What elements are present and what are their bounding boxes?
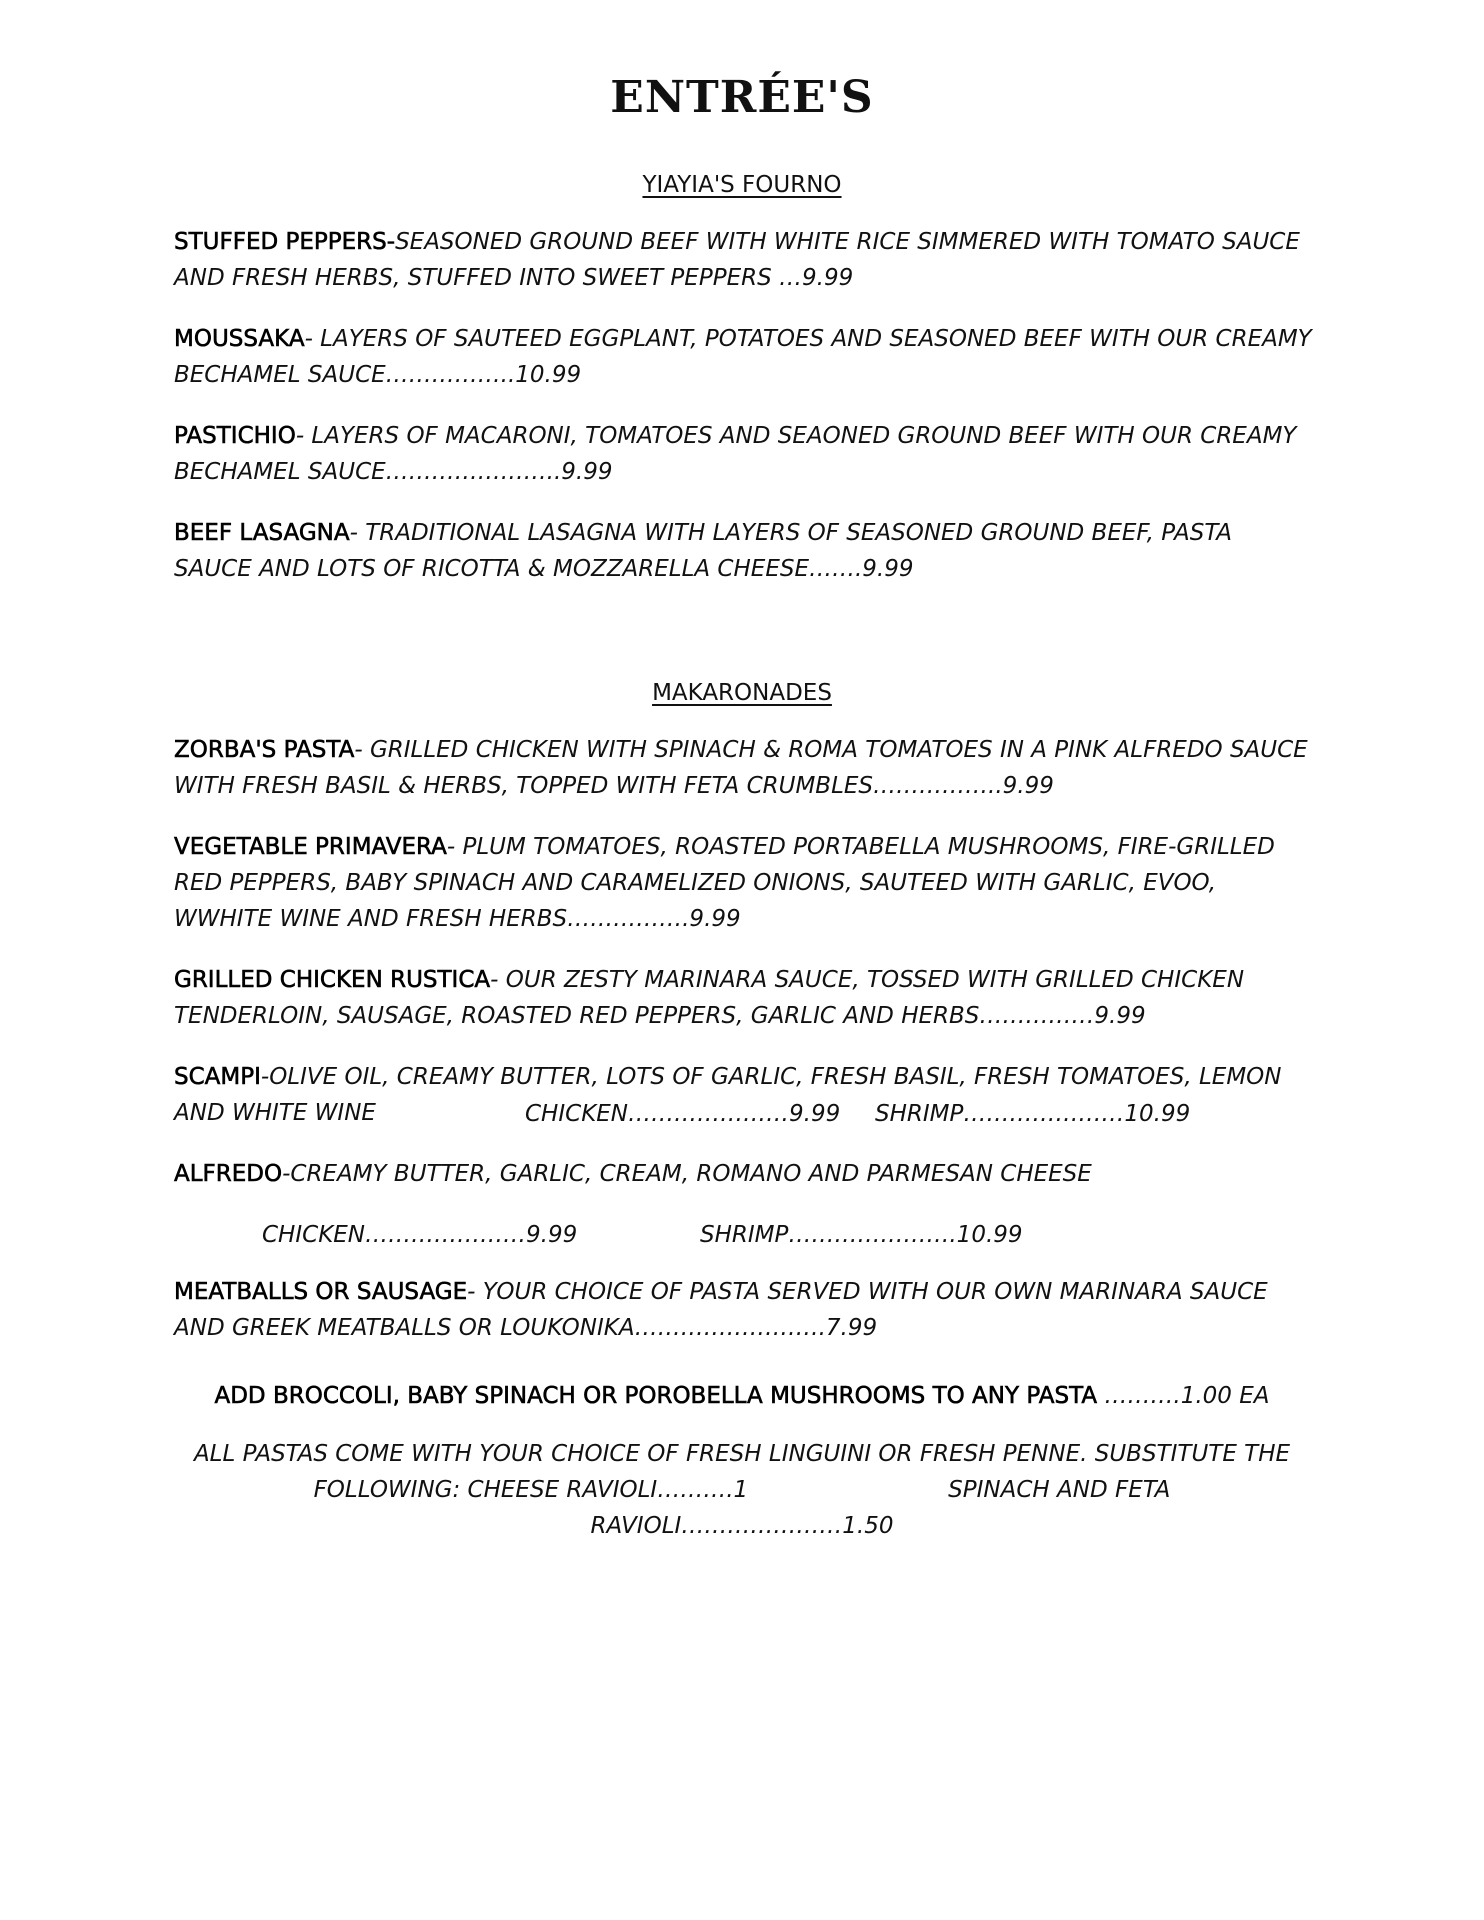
item-name: MEATBALLS OR SAUSAGE — [174, 1279, 468, 1305]
menu-item-pastichio — [174, 418, 1314, 490]
item-description: - GRILLED CHICKEN WITH SPINACH & ROMA TOMATOES IN A PINK ALFREDO SAUCE WITH FRESH BASIL & HERBS, TOPPED WITH FETA CRUMBLES……………..9.99 — [174, 737, 1308, 799]
scampi-shrimp-price: SHRIMP…………………10.99 — [875, 1101, 1191, 1127]
menu-item-beef-lasagna — [174, 515, 1314, 587]
pasta-note-line-2 — [190, 1472, 1294, 1544]
item-description: -OLIVE OIL, CREAMY BUTTER, LOTS OF GARLIC, FRESH BASIL, FRESH TOMATOES, LEMON AND WHITE WINE — [174, 1064, 1282, 1126]
item-name: GRILLED CHICKEN RUSTICA — [174, 967, 491, 993]
item-name: ZORBA'S PASTA — [174, 737, 355, 763]
item-description: - PLUM TOMATOES, ROASTED PORTABELLA MUSHROOMS, FIRE-GRILLED RED PEPPERS, BABY SPINACH AND CARAMELIZED ONIONS, SAUTEED WITH GARLIC, EVOO, WWHITE WINE AND FRESH HERBS…………….9.99 — [174, 834, 1275, 932]
item-description: -CREAMY BUTTER, GARLIC, CREAM, ROMANO AND PARMESAN CHEESE — [282, 1161, 1092, 1187]
item-name: BEEF LASAGNA — [174, 520, 350, 546]
cheese-ravioli-price: FOLLOWING: CHEESE RAVIOLI……….1 — [313, 1477, 749, 1503]
item-name: VEGETABLE PRIMAVERA — [174, 834, 447, 860]
item-description: - TRADITIONAL LASAGNA WITH LAYERS OF SEASONED GROUND BEEF, PASTA SAUCE AND LOTS OF RICOTTA & MOZZARELLA CHEESE…….9.99 — [174, 520, 1233, 582]
pasta-note — [190, 1436, 1294, 1544]
menu-item-grilled-chicken-rustica — [174, 962, 1314, 1034]
alfredo-chicken-price: CHICKEN…………………9.99 — [262, 1222, 578, 1248]
addon-name: ADD BROCCOLI, BABY SPINACH OR POROBELLA MUSHROOMS TO ANY PASTA — [214, 1383, 1098, 1409]
menu-item-zorbas-pasta — [174, 732, 1314, 804]
item-name: ALFREDO — [174, 1161, 283, 1187]
item-description: SEASONED GROUND BEEF WITH WHITE RICE SIMMERED WITH TOMATO SAUCE AND FRESH HERBS, STUFFED INTO SWEET PEPPERS …9.99 — [174, 229, 1300, 291]
item-description: - LAYERS OF MACARONI, TOMATOES AND SEAONED GROUND BEEF WITH OUR CREAMY BECHAMEL SAUCE…………………..9.99 — [174, 423, 1297, 485]
scampi-chicken-price: CHICKEN…………………9.99 — [525, 1101, 841, 1127]
item-description: - LAYERS OF SAUTEED EGGPLANT, POTATOES AND SEASONED BEEF WITH OUR CREAMY BECHAMEL SAUCE……………..10.99 — [174, 326, 1312, 388]
addon-price: ……….1.00 EA — [1104, 1383, 1270, 1409]
addon-line — [0, 1378, 1484, 1414]
item-description: - YOUR CHOICE OF PASTA SERVED WITH OUR OWN MARINARA SAUCE AND GREEK MEATBALLS OR LOUKONIKA…………………….7.99 — [174, 1279, 1268, 1341]
menu-item-stuffed-peppers — [174, 224, 1314, 296]
spinach-feta-ravioli-price: SPINACH AND FETA RAVIOLI…………………1.50 — [590, 1477, 1171, 1539]
item-name: STUFFED PEPPERS- — [174, 229, 396, 255]
section-heading-yiayias-fourno: YIAYIA'S FOURNO — [642, 172, 842, 198]
menu-item-moussaka — [174, 321, 1314, 393]
menu-item-meatballs-or-sausage — [174, 1274, 1314, 1346]
item-description: - OUR ZESTY MARINARA SAUCE, TOSSED WITH GRILLED CHICKEN TENDERLOIN, SAUSAGE, ROASTED RED PEPPERS, GARLIC AND HERBS……………9.99 — [174, 967, 1245, 1029]
page-title: ENTRÉE'S — [610, 72, 874, 123]
menu-item-alfredo — [174, 1156, 1314, 1192]
item-name: MOUSSAKA — [174, 326, 305, 352]
pasta-note-line-1: ALL PASTAS COME WITH YOUR CHOICE OF FRESH LINGUINI OR FRESH PENNE. SUBSTITUTE THE — [193, 1441, 1291, 1467]
item-name: SCAMPI — [174, 1064, 261, 1090]
menu-item-vegetable-primavera — [174, 829, 1314, 937]
section-heading-makaronades: MAKARONADES — [652, 680, 832, 706]
item-name: PASTICHIO — [174, 423, 296, 449]
alfredo-shrimp-price: SHRIMP………………….10.99 — [700, 1222, 1023, 1248]
